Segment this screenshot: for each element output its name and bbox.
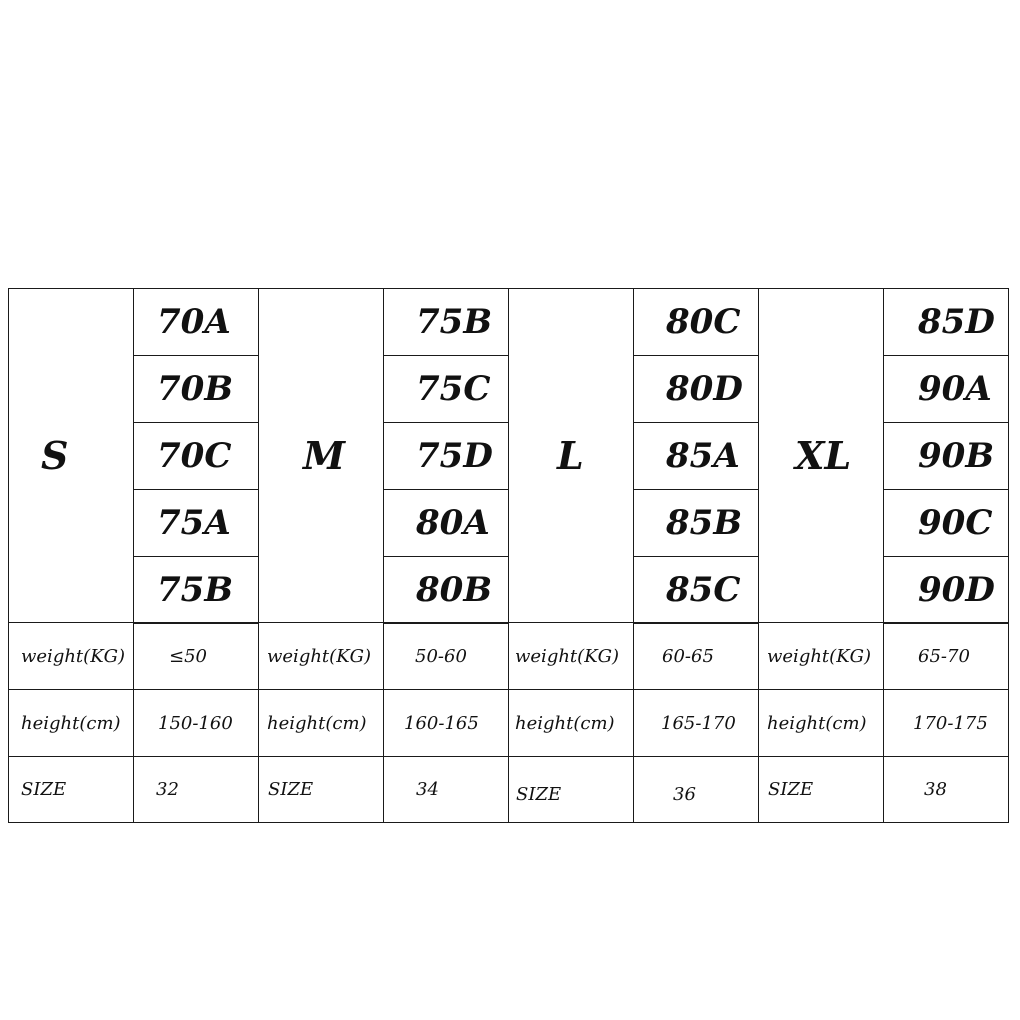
cup-cell: 80C — [633, 288, 759, 356]
cup-cell: 75C — [383, 355, 509, 423]
cup-cell: 80D — [633, 355, 759, 423]
height-label: height(cm) — [8, 689, 134, 757]
size-chart-table — [8, 288, 1009, 823]
size-number: 32 — [133, 756, 259, 823]
height-value: 170-175 — [883, 689, 1009, 757]
size-label: SIZE — [508, 756, 634, 823]
cup-cell: 80A — [383, 489, 509, 557]
height-label: height(cm) — [258, 689, 384, 757]
size-cell: S — [8, 288, 134, 623]
cup-cell: 70A — [133, 288, 259, 356]
cup-cell: 85C — [633, 556, 759, 624]
size-number: 36 — [633, 756, 759, 823]
cup-cell: 75B — [383, 288, 509, 356]
weight-label: weight(KG) — [8, 622, 134, 690]
height-label: height(cm) — [758, 689, 884, 757]
size-cell: M — [258, 288, 384, 623]
size-label: SIZE — [758, 756, 884, 823]
cup-cell: 75D — [383, 422, 509, 490]
size-label: SIZE — [258, 756, 384, 823]
size-number: 38 — [883, 756, 1009, 823]
weight-value: ≤50 — [133, 622, 259, 690]
size-cell: XL — [758, 288, 884, 623]
cup-cell: 75A — [133, 489, 259, 557]
weight-label: weight(KG) — [258, 622, 384, 690]
cup-cell: 90C — [883, 489, 1009, 557]
weight-label: weight(KG) — [508, 622, 634, 690]
cup-cell: 85D — [883, 288, 1009, 356]
cup-cell: 90A — [883, 355, 1009, 423]
cup-cell: 85B — [633, 489, 759, 557]
cup-cell: 70B — [133, 355, 259, 423]
height-value: 150-160 — [133, 689, 259, 757]
cup-cell: 70C — [133, 422, 259, 490]
cup-cell: 90D — [883, 556, 1009, 624]
height-value: 160-165 — [383, 689, 509, 757]
height-value: 165-170 — [633, 689, 759, 757]
size-cell: L — [508, 288, 634, 623]
size-number: 34 — [383, 756, 509, 823]
weight-value: 50-60 — [383, 622, 509, 690]
weight-label: weight(KG) — [758, 622, 884, 690]
cup-cell: 85A — [633, 422, 759, 490]
cup-cell: 75B — [133, 556, 259, 624]
size-label: SIZE — [8, 756, 134, 823]
weight-value: 65-70 — [883, 622, 1009, 690]
weight-value: 60-65 — [633, 622, 759, 690]
cup-cell: 80B — [383, 556, 509, 624]
height-label: height(cm) — [508, 689, 634, 757]
cup-cell: 90B — [883, 422, 1009, 490]
